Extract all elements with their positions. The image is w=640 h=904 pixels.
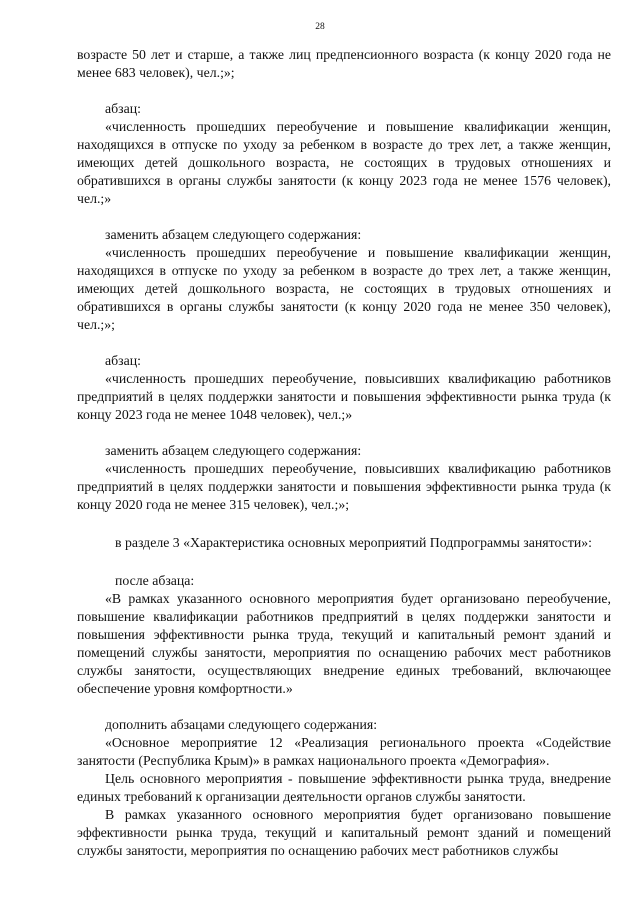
paragraph: В рамках указанного основного мероприятия будет организовано повышение эффективности рынка труда, текущий и капитальный ремонт зданий и помещений службы занятости, мероприятия по оснащению рабочих мест работников службы <box>77 807 611 858</box>
paragraph: «В рамках указанного основного мероприятия будет организовано переобучение, повышение квалификации работников предприятий в целях поддержки занятости и повышения эффективности рынка труда, текущий и капитальный ремонт зданий и помещений службы занятости, мероприятия по оснащению рабочих мест работников службы занятости, осуществляющих внедрение единых требований, включающее обеспечение уровня комфортности.» <box>77 591 611 696</box>
page-number: 28 <box>315 22 325 32</box>
document-body <box>77 46 611 860</box>
paragraph: абзац: <box>105 353 141 368</box>
paragraph: заменить абзацем следующего содержания: <box>105 227 362 242</box>
paragraph: «численность прошедших переобучение, повысивших квалификацию работников предприятий в целях поддержки занятости и повышения эффективности рынка труда (к концу 2020 года не менее 315 человек), чел.;»; <box>77 461 611 512</box>
paragraph: возрасте 50 лет и старше, а также лиц предпенсионного возраста (к концу 2020 года не менее 683 человек), чел.;»; <box>77 47 611 80</box>
paragraph: «Основное мероприятие 12 «Реализация регионального проекта «Содействие занятости (Республика Крым)» в рамках национального проекта «Демография». <box>77 735 611 768</box>
paragraph: «численность прошедших переобучение и повышение квалификации женщин, находящихся в отпуске по уходу за ребенком в возрасте до трех лет, а также женщин, имеющих детей дошкольного возраста, не состоящих в трудовых отношениях и обратившихся в органы службы занятости (к концу 2020 года не менее 350 человек), чел.;»; <box>77 245 611 332</box>
paragraph: после абзаца: <box>115 573 195 588</box>
paragraph: заменить абзацем следующего содержания: <box>105 443 362 458</box>
paragraph: «численность прошедших переобучение и повышение квалификации женщин, находящихся в отпуске по уходу за ребенком в возрасте до трех лет, а также женщин, имеющих детей дошкольного возраста, не состоящих в трудовых отношениях и обратившихся в органы службы занятости (к концу 2023 года не менее 1576 человек), чел.;» <box>77 119 611 206</box>
paragraph: абзац: <box>105 101 141 116</box>
paragraph: «численность прошедших переобучение, повысивших квалификацию работников предприятий в целях поддержки занятости и повышения эффективности рынка труда (к концу 2023 года не менее 1048 человек), чел.;» <box>77 371 611 422</box>
paragraph: дополнить абзацами следующего содержания: <box>105 717 378 732</box>
paragraph: Цель основного мероприятия - повышение эффективности рынка труда, внедрение единых требований к организации деятельности органов службы занятости. <box>77 771 611 804</box>
paragraph: в разделе 3 «Характеристика основных мероприятий Подпрограммы занятости»: <box>115 535 592 550</box>
